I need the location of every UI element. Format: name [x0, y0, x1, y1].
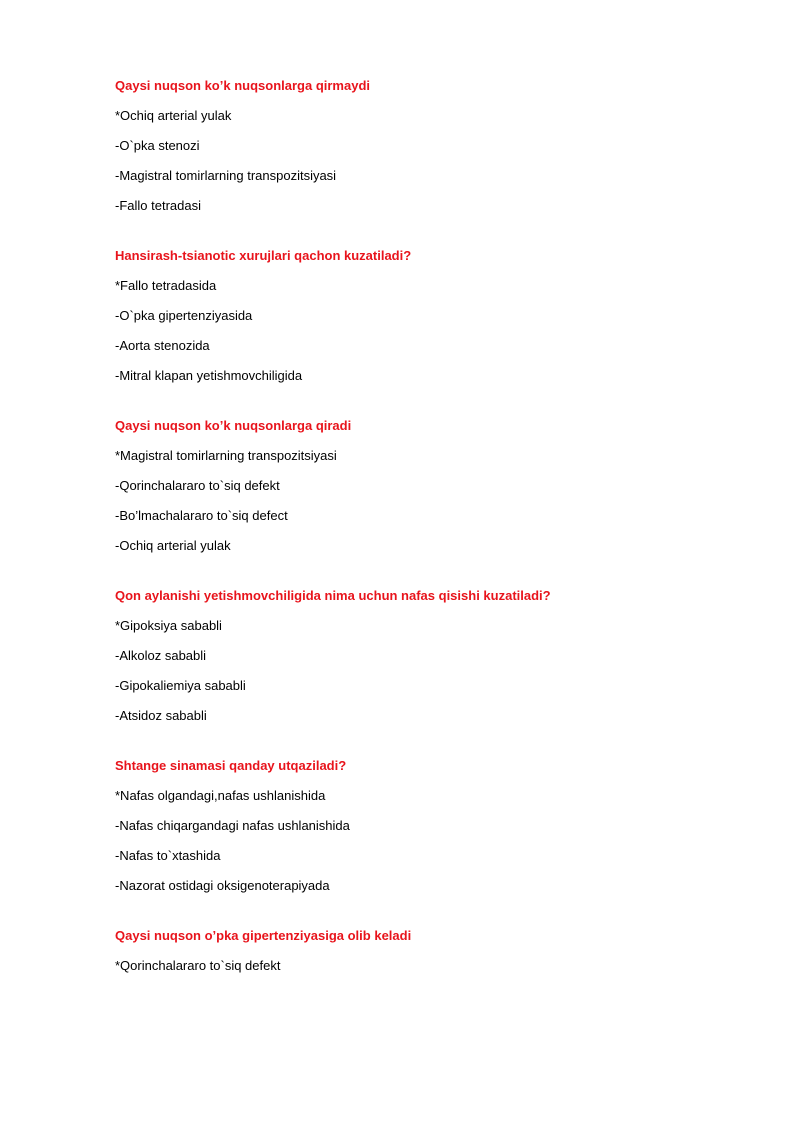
question-title: Shtange sinamasi qanday utqaziladi?: [115, 758, 347, 773]
question-title: Qon aylanishi yetishmovchiligida nima uchun nafas qisishi kuzatiladi?: [115, 588, 551, 603]
question-block-4: [115, 586, 735, 726]
answer-option: *Nafas olgandagi,nafas ushlanishida: [115, 788, 326, 803]
question-title: Qaysi nuqson o’pka gipertenziyasiga olib keladi: [115, 928, 412, 943]
answer-option: *Qorinchalararo to`siq defekt: [115, 958, 281, 973]
question-block-1: [115, 76, 735, 216]
question-block-3: [115, 416, 735, 556]
answer-option: -Qorinchalararo to`siq defekt: [115, 478, 280, 493]
answer-option: -Gipokaliemiya sababli: [115, 678, 246, 693]
answer-option: -Bo’lmachalararo to`siq defect: [115, 508, 288, 523]
answer-option: *Magistral tomirlarning transpozitsiyasi: [115, 448, 337, 463]
question-title: Hansirash-tsianotic xurujlari qachon kuzatiladi?: [115, 248, 412, 263]
answer-option: *Fallo tetradasida: [115, 278, 217, 293]
answer-option: -Mitral klapan yetishmovchiligida: [115, 368, 303, 383]
answer-option: -Magistral tomirlarning transpozitsiyasi: [115, 168, 337, 183]
answer-option: -Nafas to`xtashida: [115, 848, 221, 863]
answer-option: -Alkoloz sababli: [115, 648, 207, 663]
question-block-5: [115, 756, 735, 896]
answer-option: -Nafas chiqargandagi nafas ushlanishida: [115, 818, 350, 833]
answer-option: *Gipoksiya sababli: [115, 618, 222, 633]
answer-option: -O`pka stenozi: [115, 138, 200, 153]
question-list: [115, 76, 735, 1006]
answer-option: -Nazorat ostidagi oksigenoterapiyada: [115, 878, 330, 893]
question-block-6: [115, 926, 735, 976]
answer-option: -Ochiq arterial yulak: [115, 538, 231, 553]
answer-option: -O`pka gipertenziyasida: [115, 308, 253, 323]
answer-option: -Fallo tetradasi: [115, 198, 201, 213]
answer-option: -Aorta stenozida: [115, 338, 210, 353]
answer-option: -Atsidoz sababli: [115, 708, 207, 723]
question-block-2: [115, 246, 735, 386]
question-title: Qaysi nuqson ko’k nuqsonlarga qiradi: [115, 418, 352, 433]
answer-option: *Ochiq arterial yulak: [115, 108, 232, 123]
question-title: Qaysi nuqson ko’k nuqsonlarga qirmaydi: [115, 78, 370, 93]
